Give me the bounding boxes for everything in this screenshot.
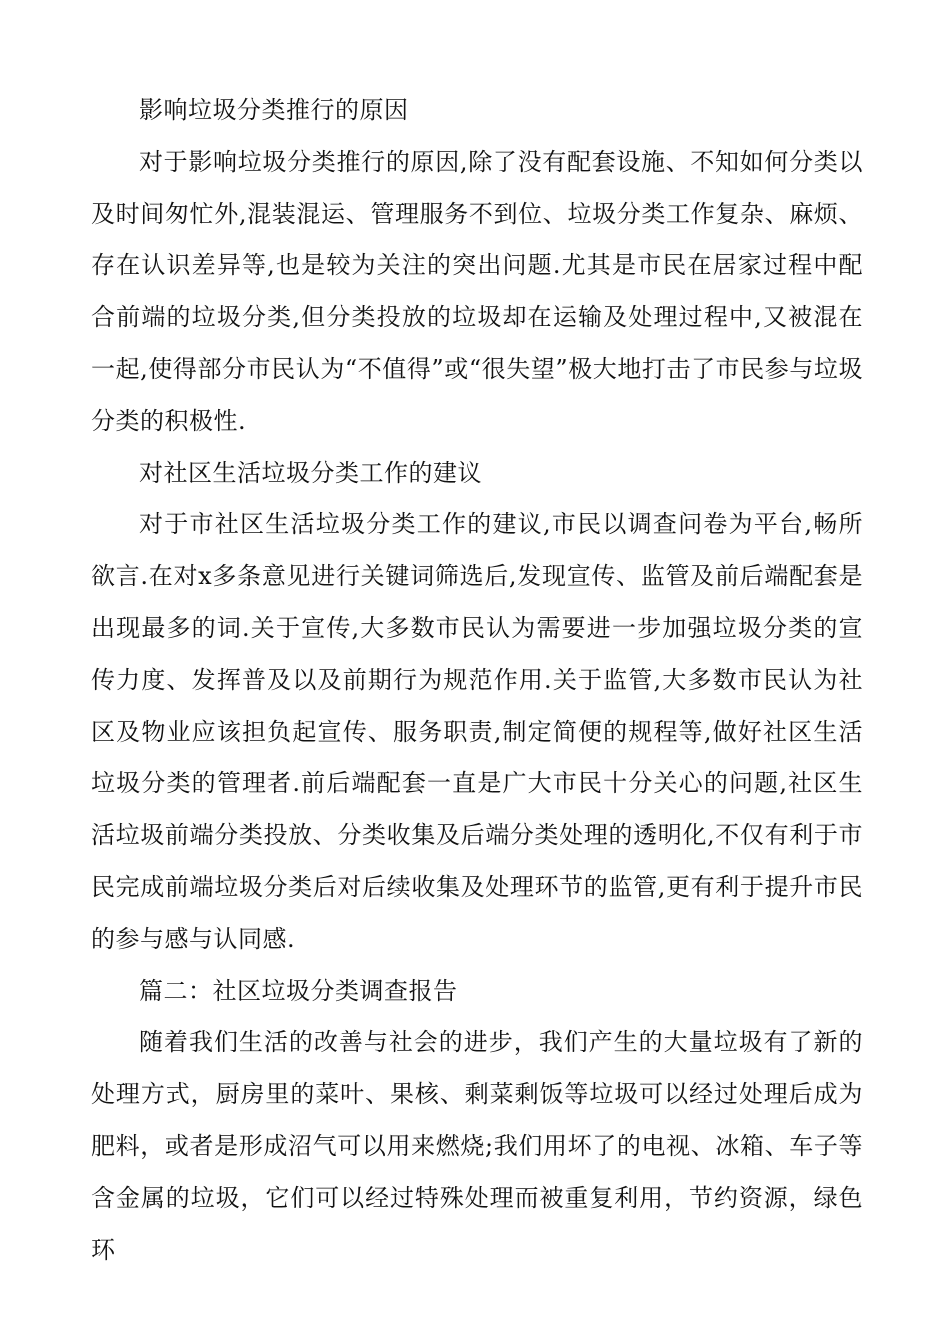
paragraph-report-two: 随着我们生活的改善与社会的进步，我们产生的大量垃圾有了新的处理方式，厨房里的菜叶、果核、剩菜剩饭等垃圾可以经过处理后成为肥料，或者是形成沼气可以用来燃烧;我们用坏了的电视、冰箱、车子等含金属的垃圾，它们可以经过特殊处理而被重复利用，节约资源，绿色环 — [91, 1028, 863, 1264]
section-heading-report-two: 篇二：社区垃圾分类调查报告 — [139, 976, 458, 1005]
document-body — [91, 85, 863, 1276]
section-heading-reasons: 影响垃圾分类推行的原因 — [139, 96, 409, 124]
section-heading-suggestions: 对社区生活垃圾分类工作的建议 — [139, 458, 482, 487]
paragraph-suggestions: 对于市社区生活垃圾分类工作的建议,市民以调查问卷为平台,畅所欲言.在对x多条意见进行关键词筛选后,发现宣传、监管及前后端配套是出现最多的词.关于宣传,大多数市民认为需要进一步加强垃圾分类的宣传力度、发挥普及以及前期行为规范作用.关于监管,大多数市民认为社区及物业应该担负起宣传、服务职责,制定简便的规程等,做好社区生活垃圾分类的管理者.前后端配套一直是广大市民十分关心的问题,社区生活垃圾前端分类投放、分类收集及后端分类处理的透明化,不仅有利于市民完成前端垃圾分类后对后续收集及处理环节的监管,更有利于提升市民的参与感与认同感. — [91, 510, 863, 953]
paragraph-reasons: 对于影响垃圾分类推行的原因,除了没有配套设施、不知如何分类以及时间匆忙外,混装混运、管理服务不到位、垃圾分类工作复杂、麻烦、存在认识差异等,也是较为关注的突出问题.尤其是市民在居家过程中配合前端的垃圾分类,但分类投放的垃圾却在运输及处理过程中,又被混在一起,使得部分市民认为“不值得”或“很失望”极大地打击了市民参与垃圾分类的积极性. — [91, 147, 863, 435]
